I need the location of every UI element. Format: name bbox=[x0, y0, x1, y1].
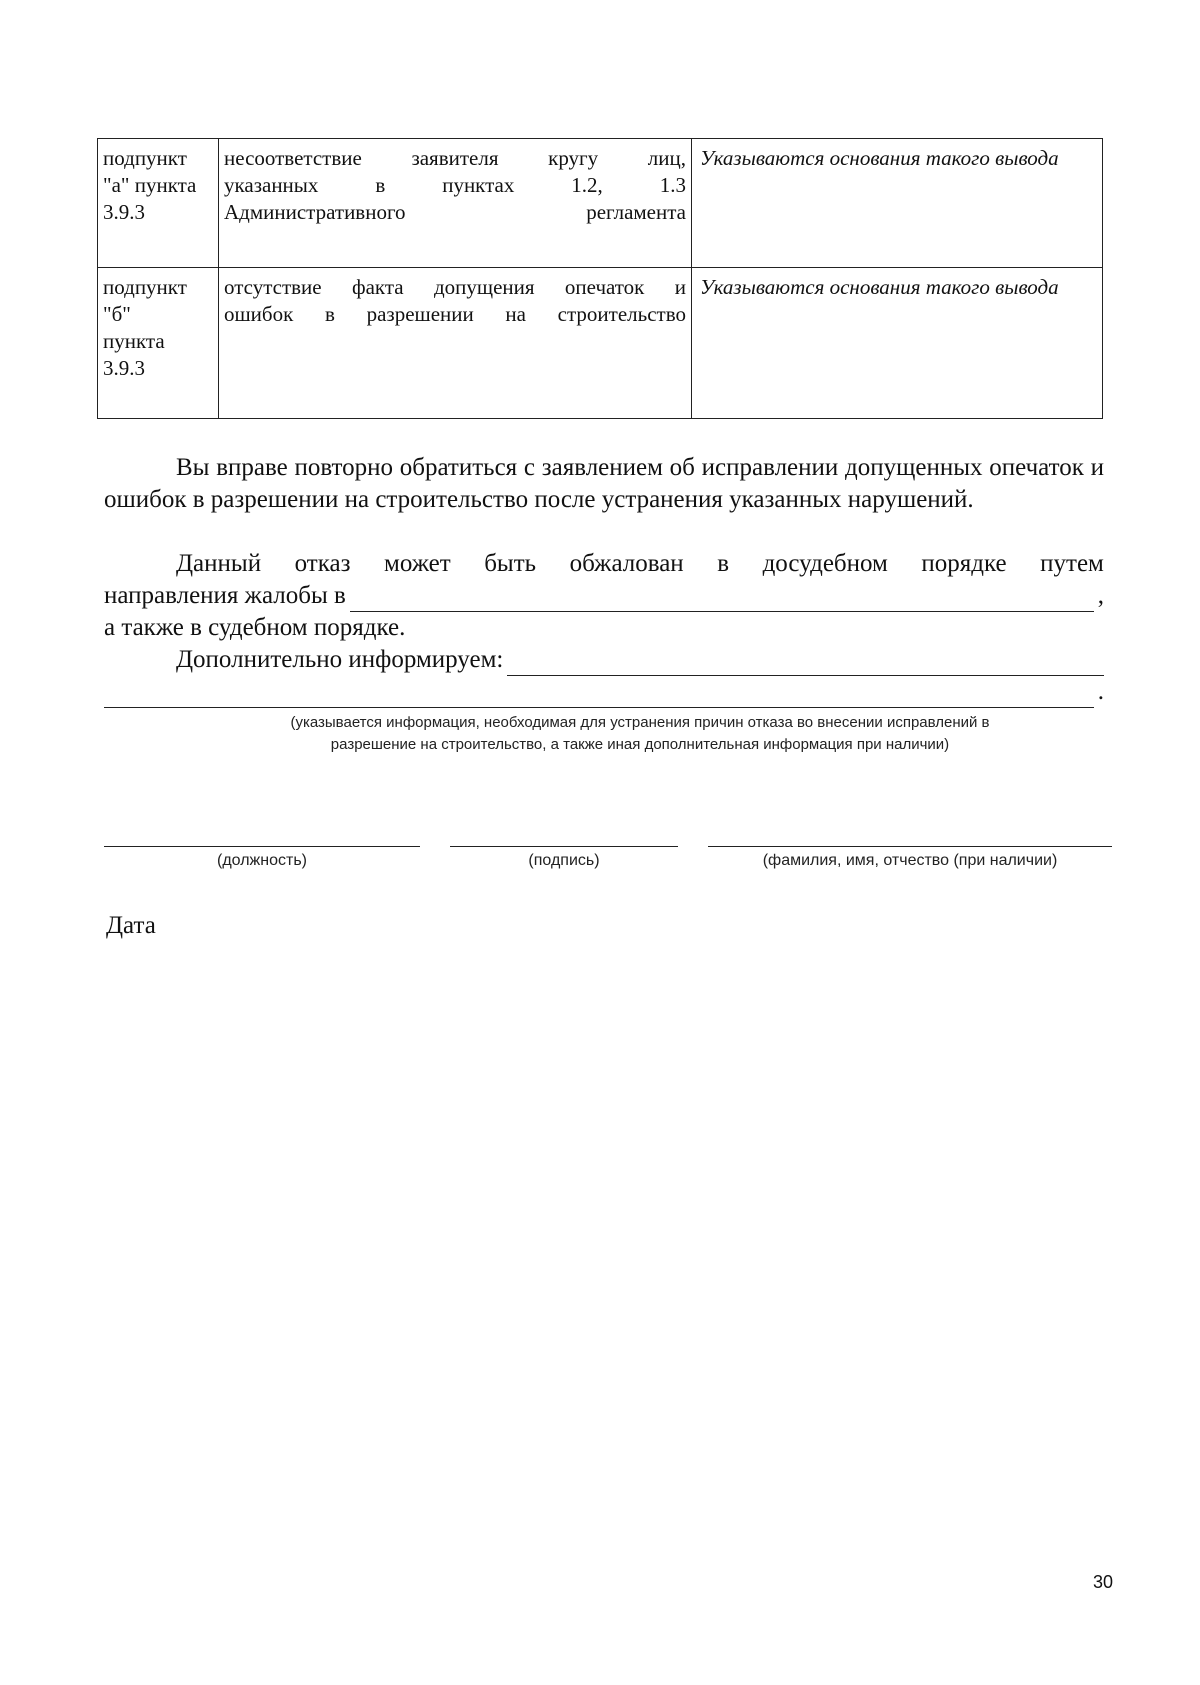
additional-info-note bbox=[180, 712, 1100, 756]
appeal-line bbox=[104, 548, 1104, 580]
reapply-paragraph: Вы вправе повторно обратиться с заявлением об исправлении допущенных опечаток и ошибок в разрешении на строительство после устранения указанных нарушений. bbox=[104, 454, 1104, 513]
position-label: (должность) bbox=[217, 852, 307, 869]
clause-line: "б" bbox=[103, 302, 131, 326]
additional-blank-field[interactable] bbox=[507, 653, 1104, 676]
clause-cell bbox=[98, 139, 219, 268]
date-label: Дата bbox=[106, 912, 156, 939]
appeal-word: досудебном bbox=[762, 550, 888, 577]
reason-cell bbox=[219, 268, 692, 419]
appeal-word: обжалован bbox=[569, 550, 684, 577]
clause-line: 3.9.3 bbox=[103, 356, 145, 380]
reason-line: указанных в пунктах 1.2, 1.3 bbox=[224, 173, 686, 197]
note-line: разрешение на строительство, а также иная дополнительная информация при наличии) bbox=[330, 736, 950, 753]
complaint-suffix: , bbox=[1097, 582, 1104, 609]
note-line: (указывается информация, необходимая для устранения причин отказа во внесении исправлений в bbox=[290, 714, 990, 731]
signature-line[interactable] bbox=[450, 846, 678, 847]
reason-line: ошибок в разрешении на строительство bbox=[224, 302, 686, 326]
clause-line: пункта bbox=[103, 329, 165, 353]
clause-cell bbox=[98, 268, 219, 419]
grounds-cell: Указываются основания такого вывода bbox=[692, 139, 1103, 268]
appeal-word: порядке bbox=[921, 550, 1007, 577]
page-number: 30 bbox=[1092, 1572, 1113, 1592]
clause-line: 3.9.3 bbox=[103, 200, 145, 224]
table-row bbox=[98, 139, 1103, 268]
additional-info-line-2 bbox=[104, 676, 1104, 708]
table-row bbox=[98, 268, 1103, 419]
appeal-complaint-line bbox=[104, 580, 1104, 612]
appeal-word: отказ bbox=[294, 550, 351, 577]
additional-blank-field-2[interactable] bbox=[104, 685, 1094, 708]
full-name-signature-line[interactable] bbox=[708, 846, 1112, 847]
reason-line: отсутствие факта допущения опечаток и bbox=[224, 275, 686, 299]
additional-label: Дополнительно информируем: bbox=[176, 646, 504, 673]
appeal-paragraph bbox=[104, 548, 1104, 708]
clause-line: "а" пункта bbox=[103, 173, 197, 197]
appeal-word: в bbox=[717, 550, 730, 577]
reason-line: Административного регламента bbox=[224, 200, 686, 224]
grounds-cell: Указываются основания такого вывода bbox=[692, 268, 1103, 419]
appeal-word: быть bbox=[484, 550, 537, 577]
additional-info-line bbox=[104, 644, 1104, 676]
appeal-text bbox=[176, 548, 1104, 580]
full-name-label: (фамилия, имя, отчество (при наличии) bbox=[762, 852, 1058, 869]
appeal-word: может bbox=[384, 550, 451, 577]
clause-line: подпункт bbox=[103, 275, 187, 299]
clause-line: подпункт bbox=[103, 146, 187, 170]
reason-line: несоответствие заявителя кругу лиц, bbox=[224, 146, 686, 170]
position-signature-line[interactable] bbox=[104, 846, 420, 847]
additional-end: . bbox=[1097, 678, 1104, 705]
appeal-word: Данный bbox=[176, 550, 262, 577]
refusal-reasons-table bbox=[97, 138, 1103, 419]
appeal-word: путем bbox=[1040, 550, 1104, 577]
reason-cell bbox=[219, 139, 692, 268]
signature-label: (подпись) bbox=[528, 852, 600, 869]
court-appeal-line: а также в судебном порядке. bbox=[104, 614, 406, 641]
complaint-blank-field[interactable] bbox=[350, 589, 1094, 612]
complaint-prefix: направления жалобы в bbox=[104, 582, 346, 609]
